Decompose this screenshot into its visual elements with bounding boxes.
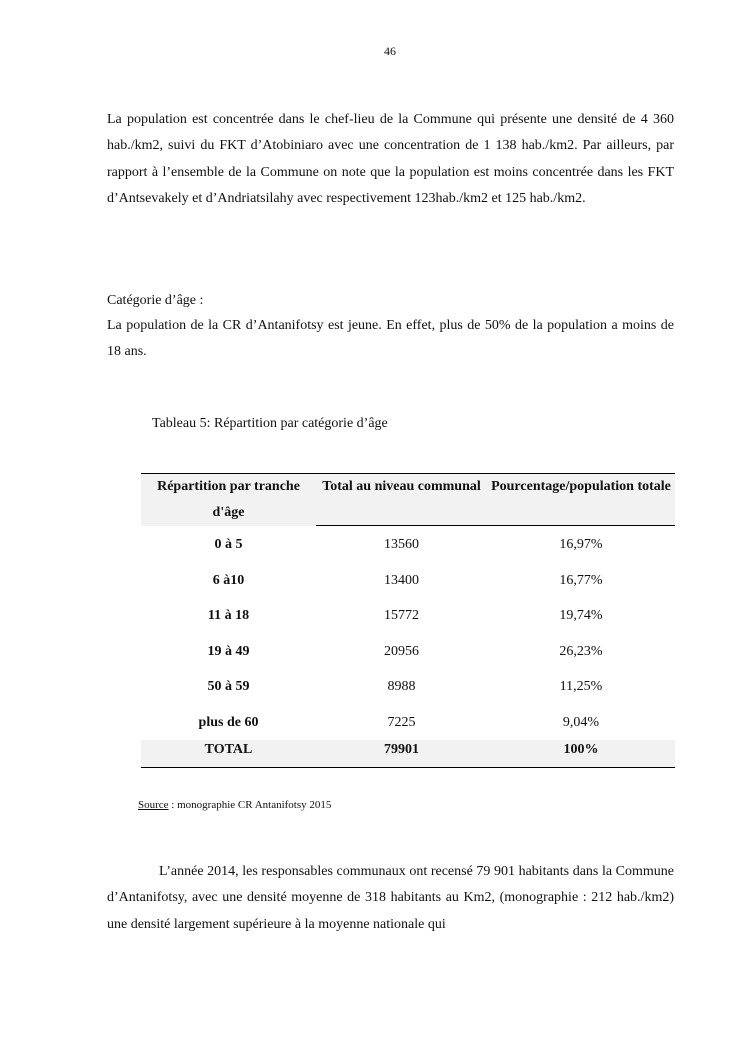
source-text: : monographie CR Antanifotsy 2015 <box>168 799 332 811</box>
age-distribution-table <box>141 473 675 768</box>
cell-age-range: 19 à 49 <box>207 643 250 659</box>
cell-age-range: 11 à 18 <box>207 608 250 623</box>
paragraph-population-density: La population est concentrée dans le chef-lieu de la Commune qui présente une densité de 4 360 hab./km2, suivi du FKT d’Atobiniaro avec une concentration de 1 138 hab./km2. Par ailleurs, par rapport à l’ensemble de la Commune on note que la population est moins concentrée dans les FKT d’Antsevakely et d’Andriatsilahy avec respectivement 123hab./km2 et 125 hab./km2. <box>107 112 674 207</box>
paragraph-census-text: L’année 2014, les responsables communaux ont recensé 79 901 habitants dans la Commune d’Antanifotsy, avec une densité moyenne de 318 habitants au Km2, (monographie : 212 hab./km2) une densité largement supérieure à la moyenne nationale qui <box>107 864 674 932</box>
total-value: 79901 <box>384 742 419 757</box>
cell-percent: 26,23% <box>559 643 603 659</box>
cell-age-range: 50 à 59 <box>207 679 250 694</box>
cell-percent: 11,25% <box>559 679 603 694</box>
table-row <box>141 705 675 741</box>
table-row <box>141 563 675 599</box>
cell-total: 15772 <box>384 608 419 623</box>
table-row <box>141 634 675 670</box>
cell-percent: 19,74% <box>559 608 603 623</box>
total-label: TOTAL <box>204 742 253 757</box>
page-number: 46 <box>384 44 396 58</box>
cell-total: 13560 <box>384 537 419 552</box>
cell-total: 20956 <box>384 643 419 659</box>
table-caption: Tableau 5: Répartition par catégorie d’âge <box>152 416 388 431</box>
cell-total: 13400 <box>384 572 419 588</box>
table-row <box>141 527 675 563</box>
table-total-row <box>141 740 675 768</box>
table-row <box>141 669 675 705</box>
age-category-heading: Catégorie d’âge : <box>107 293 204 308</box>
header-total: Total au niveau communal <box>322 479 481 494</box>
cell-age-range: 0 à 5 <box>214 537 243 552</box>
cell-age-range: 6 à10 <box>212 572 245 588</box>
cell-age-range: plus de 60 <box>198 714 259 730</box>
header-age-range: Répartition par tranche d'âge <box>157 479 300 520</box>
table-header <box>141 473 675 526</box>
paragraph-young-population: La population de la CR d’Antanifotsy est jeune. En effet, plus de 50% de la population a moins de 18 ans. <box>107 318 674 360</box>
paragraph-census-2014 <box>107 859 674 938</box>
header-percentage: Pourcentage/population totale <box>491 479 671 494</box>
header-divider <box>316 525 675 526</box>
table-body <box>141 526 675 740</box>
cell-percent: 9,04% <box>562 714 600 730</box>
table-source <box>138 797 331 813</box>
cell-total: 7225 <box>387 714 416 730</box>
cell-total: 8988 <box>387 679 416 694</box>
cell-percent: 16,77% <box>559 572 603 588</box>
source-label: Source <box>138 799 169 811</box>
total-percent: 100% <box>563 742 599 757</box>
table-row <box>141 598 675 634</box>
cell-percent: 16,97% <box>559 537 603 552</box>
